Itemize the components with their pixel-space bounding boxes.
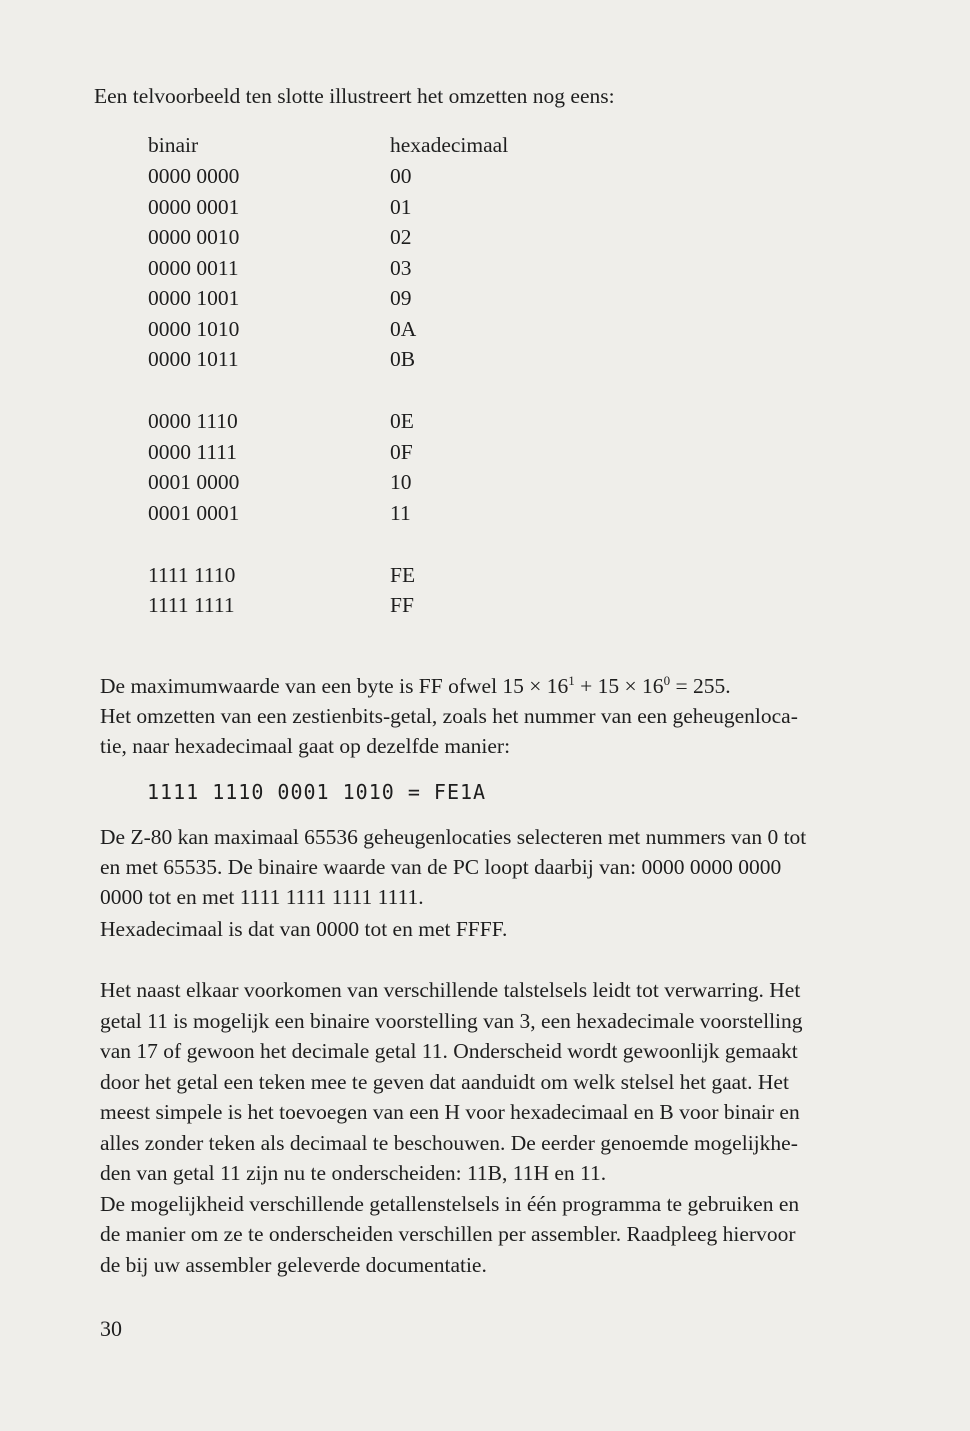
intro-sentence: Een telvoorbeeld ten slotte illustreert het omzetten nog eens:: [94, 84, 615, 108]
table-row-hex: 0B: [390, 347, 416, 371]
table-row-binary: 0001 0001: [148, 501, 240, 525]
table-header-hex: hexadecimaal: [390, 133, 509, 157]
paragraph-line: De mogelijkheid verschillende getallenstelsels in één programma te gebruiken en: [100, 1192, 800, 1216]
table-row-binary: 0000 0000: [148, 164, 240, 188]
table-row-binary: 0000 0011: [148, 256, 239, 280]
paragraph-line: den van getal 11 zijn nu te onderscheiden: 11B, 11H en 11.: [100, 1161, 607, 1185]
table-row-hex: FE: [390, 563, 416, 587]
paragraph-line: tie, naar hexadecimaal gaat op dezelfde manier:: [100, 734, 511, 758]
paragraph-line: en met 65535. De binaire waarde van de PC loopt daarbij van: 0000 0000 0000: [100, 855, 782, 879]
table-row-binary: 0000 1111: [148, 440, 237, 464]
table-row-binary: 0000 1110: [148, 409, 238, 433]
table-row-hex: 02: [390, 225, 412, 249]
table-row-binary: 0000 0010: [148, 225, 240, 249]
table-row-hex: 00: [390, 164, 412, 188]
table-row-binary: 0000 1001: [148, 286, 240, 310]
paragraph-line: Hexadecimaal is dat van 0000 tot en met FFFF.: [100, 917, 508, 941]
table-row-hex: 10: [390, 470, 412, 494]
paragraph-line: de manier om ze te onderscheiden verschillen per assembler. Raadpleeg hiervoor: [100, 1222, 796, 1246]
table-row-hex: 0F: [390, 440, 413, 464]
paragraph-line: 0000 tot en met 1111 1111 1111 1111.: [100, 885, 424, 909]
table-row-hex: FF: [390, 593, 414, 617]
table-row-hex: 03: [390, 256, 412, 280]
table-row-hex: 09: [390, 286, 412, 310]
table-row-binary: 0001 0000: [148, 470, 240, 494]
table-row-binary: 0000 0001: [148, 195, 240, 219]
paragraph-line: De Z-80 kan maximaal 65536 geheugenlocaties selecteren met nummers van 0 tot: [100, 825, 807, 849]
table-row-hex: 0A: [390, 317, 417, 341]
paragraph-line: door het getal een teken mee te geven dat aanduidt om welk stelsel het gaat. Het: [100, 1070, 789, 1094]
max-value-line: De maximumwaarde van een byte is FF ofwel $15 \times 16^1 + 15 \times 16^0 = 255$.: [100, 672, 731, 698]
paragraph-line: Het naast elkaar voorkomen van verschillende talstelsels leidt tot verwarring. Het: [100, 978, 801, 1002]
table-row-hex: 01: [390, 195, 412, 219]
table-row-hex: 11: [390, 501, 411, 525]
table-row-binary: 0000 1010: [148, 317, 240, 341]
paragraph-line: Het omzetten van een zestienbits-getal, zoals het nummer van een geheugenloca-: [100, 704, 798, 728]
table-row-hex: 0E: [390, 409, 414, 433]
paragraph-line: meest simpele is het toevoegen van een H voor hexadecimaal en B voor binair en: [100, 1100, 800, 1124]
page-number: 30: [100, 1316, 122, 1341]
table-row-binary: 0000 1011: [148, 347, 239, 371]
paragraph-line: de bij uw assembler geleverde documentatie.: [100, 1253, 487, 1277]
paragraph-line: alles zonder teken als decimaal te beschouwen. De eerder genoemde mogelijkhe-: [100, 1131, 798, 1155]
paragraph-line: getal 11 is mogelijk een binaire voorstelling van 3, een hexadecimale voorstelling: [100, 1009, 803, 1033]
table-header-binary: binair: [148, 133, 199, 157]
table-row-binary: 1111 1110: [148, 563, 236, 587]
conversion-example: 1111 1110 0001 1010 = FE1A: [147, 780, 487, 804]
paragraph-line: van 17 of gewoon het decimale getal 11. Onderscheid wordt gewoonlijk gemaakt: [100, 1039, 798, 1063]
table-row-binary: 1111 1111: [148, 593, 235, 617]
